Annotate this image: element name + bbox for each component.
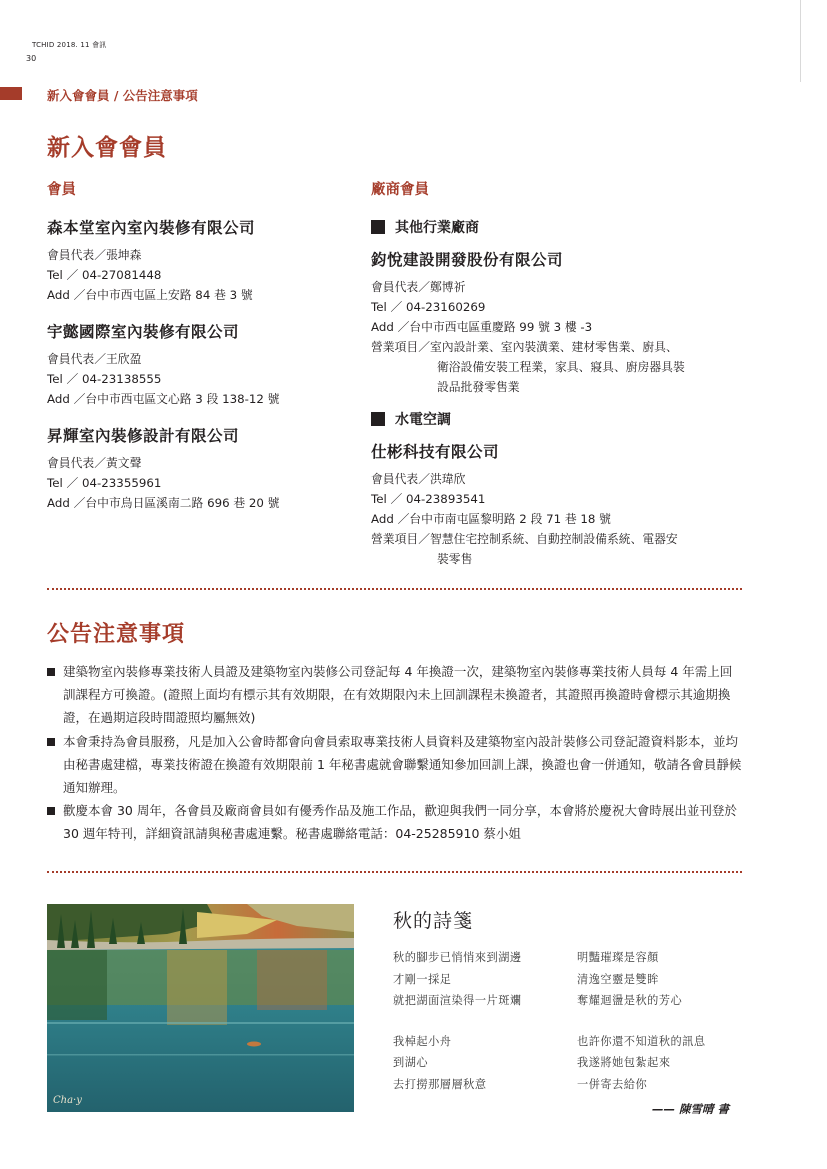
notice-text: 本會秉持為會員服務，凡是加入公會時都會向會員索取專業技術人員資料及建築物室內設計裝修公司登記證資料影本，並均由秘書處建檔，專業技術證在換證有效期限前 1 年秘書處就會聯繫通知參加回訓上課，換證也會一併通知，敬請各會員靜候通知辦理。 [63,733,742,796]
vendor-business-items: 營業項目／室內設計業、室內裝潢業、建材零售業、廚具、 [371,340,678,354]
poem-line: 也許你還不知道秋的訊息 [577,1034,706,1048]
member-entry [47,320,279,409]
member-address: Add ／台中市西屯區上安路 84 巷 3 號 [47,288,253,302]
dotted-divider [47,871,742,873]
notice-text: 建築物室內裝修專業技術人員證及建築物室內裝修公司登記每 4 年換證一次，建築物室內裝修專業技術人員每 4 年需上回訓課程方可換證。(證照上面均有標示其有效期限，在有效期限內未上回訓課程未換證者，其證照再換證時會標示其逾期換證，在過期這段時間證照均屬無效) [63,664,733,726]
vendor-category-label: 水電空調 [395,412,451,428]
member-company-name: 昇輝室內裝修設計有限公司 [47,427,240,445]
square-bullet-icon [47,807,55,815]
page-number: 30 [26,54,37,63]
vendor-company-name: 仕彬科技有限公司 [371,443,500,461]
section-marker [0,87,22,100]
poem-line: 秋的腳步已悄悄來到湖邊 [393,951,522,964]
poem-line: 我遂將她包紮起來 [577,1056,671,1069]
poem-line: 我棹起小舟 [393,1034,452,1048]
notices-title: 公告注意事項 [47,622,186,647]
poem-line: 到湖心 [393,1056,429,1069]
notice-item [47,660,744,730]
member-tel: Tel ／ 04-23138555 [47,372,162,386]
poem-line: 才剛一採足 [393,972,452,986]
new-members-title: 新入會會員 [47,135,167,161]
member-address: Add ／台中市烏日區溪南二路 696 巷 20 號 [47,496,280,510]
member-entry [47,216,255,305]
poem-line: 奪耀迴盪是秋的芳心 [577,994,683,1007]
member-tel: Tel ／ 04-27081448 [47,268,162,282]
member-company-name: 宇懿國際室內裝修有限公司 [47,323,240,341]
section-tag: 新入會會員 / 公告注意事項 [47,88,198,103]
vendor-business-items: 營業項目／智慧住宅控制系統、自動控制設備系統、電器安 [371,532,678,546]
poem-title: 秋的詩箋 [393,910,474,932]
notice-text: 歡慶本會 30 周年，各會員及廠商會員如有優秀作品及施工作品，歡迎與我們一同分享，本會將於慶祝大會時展出並刊登於 30 週年特刊，詳細資訊請與秘書處連繫。秘書處聯絡電話：04-25285910 蔡小姐 [63,803,737,842]
vendor-business-items: 設品批發零售業 [437,380,520,394]
poem-left-column [393,947,522,1095]
member-company-name: 森本堂室內室內裝修有限公司 [47,219,256,237]
vendor-company-name: 鈞悅建設開發股份有限公司 [371,251,564,269]
poem-signature: —— 陳雪晴 書 [652,1102,730,1116]
vendor-address: Add ／台中市西屯區重慶路 99 號 3 樓 -3 [371,320,593,334]
square-bullet-icon [371,412,385,426]
square-bullet-icon [371,220,385,234]
issue-label: TCHID 2018. 11 會訊 [32,41,107,49]
notice-item [47,799,744,845]
member-rep: 會員代表／黃文聲 [47,456,142,470]
photo-watermark: Cha·y [53,1095,82,1106]
members-heading: 會員 [47,182,76,198]
vendor-business-items: 衛浴設備安裝工程業，家具、寢具、廚房器具裝 [437,360,685,374]
poem-line: 明豔璀璨是容顏 [577,951,659,964]
margin-line [800,0,801,82]
vendor-entry [371,440,678,569]
vendors-heading: 廠商會員 [371,182,429,198]
notice-item [47,730,744,800]
poem-line: 去打撈那層層秋意 [393,1077,487,1091]
vendor-tel: Tel ／ 04-23160269 [371,300,486,314]
square-bullet-icon [47,738,55,746]
vendor-category [371,217,479,237]
poem-right-column [577,947,706,1095]
vendor-rep: 會員代表／洪瑋欣 [371,472,466,486]
autumn-lake-photo [47,904,354,1112]
vendor-category [371,409,451,429]
vendor-category-label: 其他行業廠商 [395,220,479,236]
notices-list [47,660,744,846]
vendor-address: Add ／台中市南屯區黎明路 2 段 71 巷 18 號 [371,512,611,526]
vendor-entry [371,248,685,397]
square-bullet-icon [47,668,55,676]
vendor-tel: Tel ／ 04-23893541 [371,492,486,506]
poem-line: 清逸空靈是雙眸 [577,972,659,986]
member-entry [47,424,279,513]
member-tel: Tel ／ 04-23355961 [47,476,162,490]
vendor-rep: 會員代表／鄭博祈 [371,280,466,294]
dotted-divider [47,588,742,590]
member-rep: 會員代表／張坤森 [47,248,142,262]
member-address: Add ／台中市西屯區文心路 3 段 138-12 號 [47,392,280,406]
poem-line: 一併寄去給你 [577,1077,648,1091]
poem-line: 就把湖面渲染得一片斑斕 [393,994,522,1007]
member-rep: 會員代表／王欣盈 [47,352,142,366]
vendor-business-items: 裝零售 [437,552,473,566]
